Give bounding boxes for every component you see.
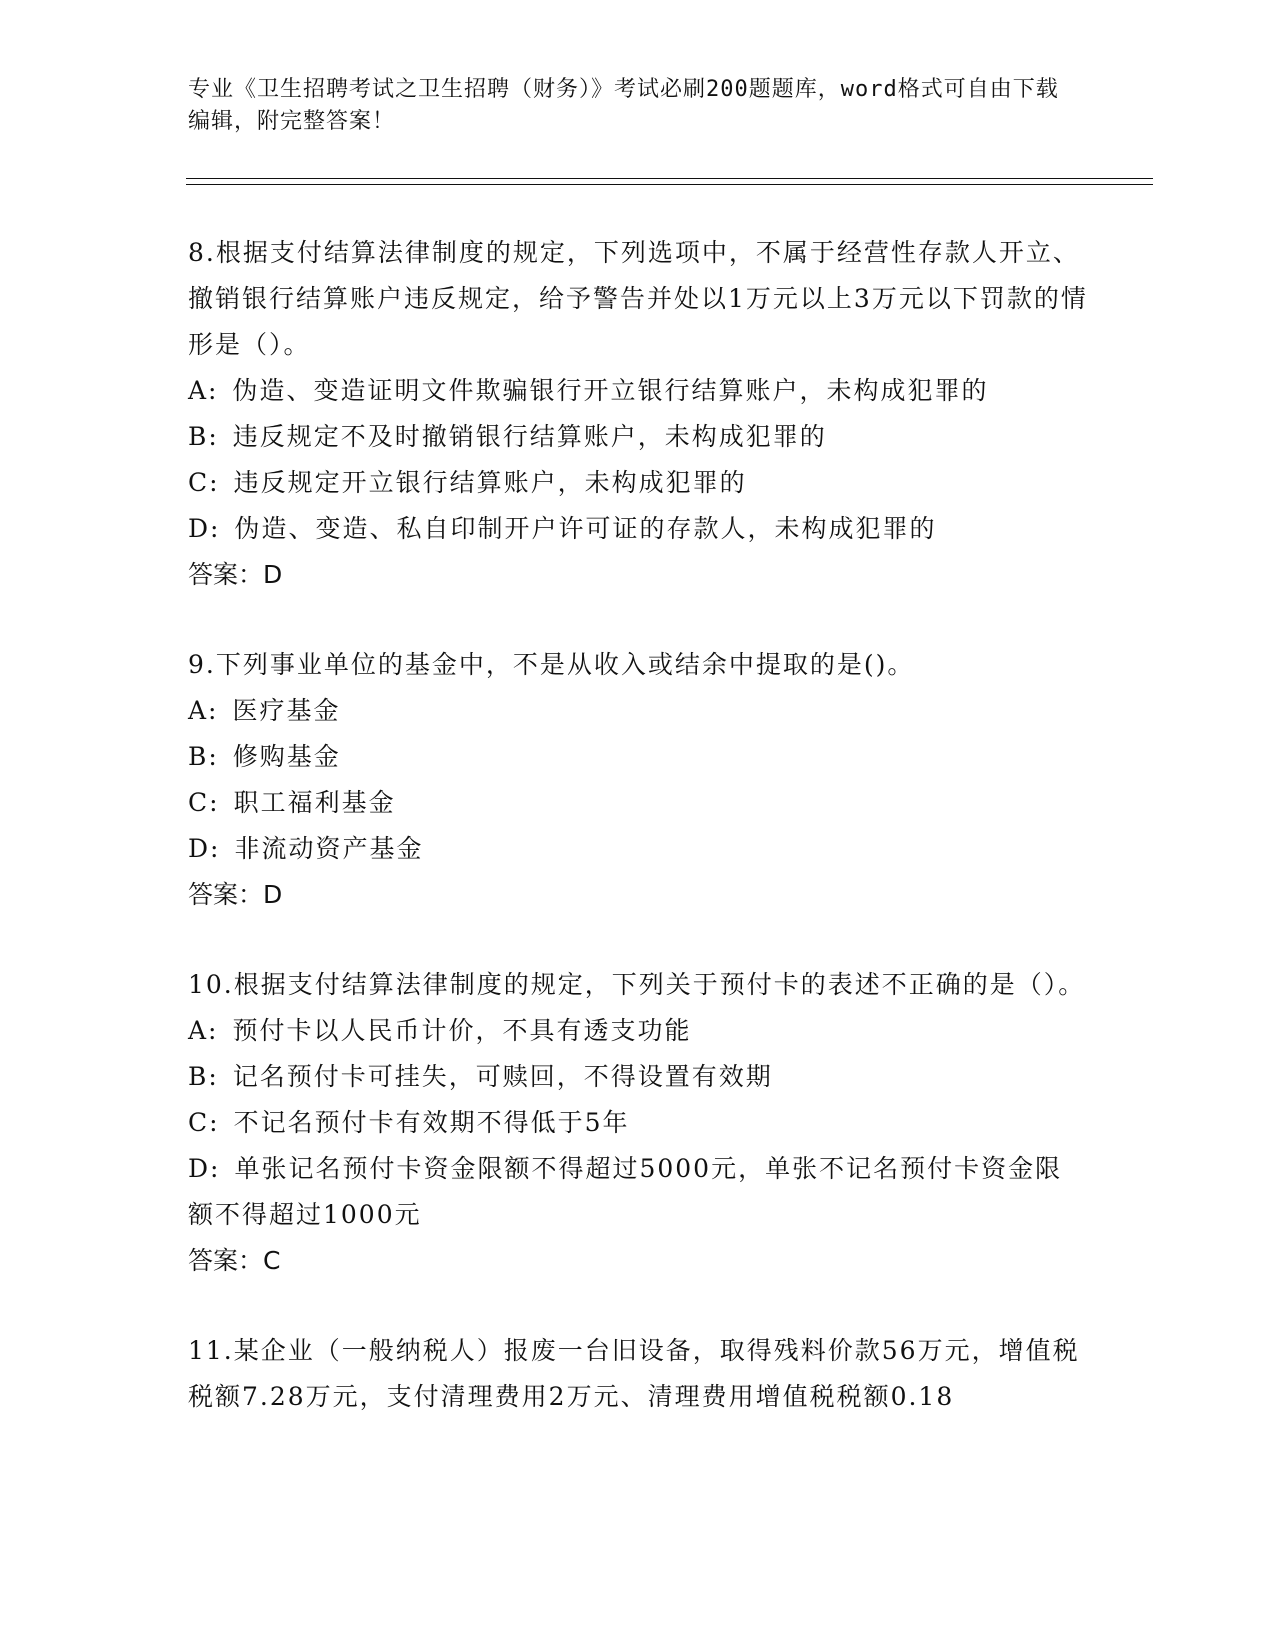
option-letter: D: [188, 834, 221, 863]
question-stem: 11.某企业（一般纳税人）报废一台旧设备，取得残料价款56万元，增值税税额7.28万元，支付清理费用2万元、清理费用增值税税额0.18 [188, 1336, 1080, 1411]
option-text: 非流动资产基金 [234, 834, 424, 863]
question-stem: 8.根据支付结算法律制度的规定，下列选项中，不属于经营性存款人开立、撤销银行结算账户违反规定，给予警告并处以1万元以上3万元以下罚款的情形是（）。 [188, 238, 1088, 359]
answer-line: 答案：D [188, 560, 283, 589]
spacer [188, 598, 1088, 642]
option-letter: C: [188, 788, 220, 817]
option-d [188, 506, 1088, 552]
spacer [188, 918, 1088, 962]
option-letter: C: [188, 468, 220, 497]
option-letter: B: [188, 1062, 219, 1091]
question-8 [188, 230, 1088, 598]
option-text: 预付卡以人民币计价，不具有透支功能 [232, 1016, 692, 1045]
question-10 [188, 962, 1088, 1284]
option-text: 伪造、变造证明文件欺骗银行开立银行结算账户，未构成犯罪的 [232, 376, 989, 405]
option-text: 单张记名预付卡资金限额不得超过5000元，单张不记名预付卡资金限额不得超过1000元 [188, 1154, 1063, 1229]
header-rule-top [186, 178, 1153, 179]
option-text: 违反规定开立银行结算账户，未构成犯罪的 [233, 468, 747, 497]
option-c [188, 460, 1088, 506]
option-letter: D: [188, 514, 221, 543]
question-11 [188, 1328, 1088, 1420]
option-letter: B: [188, 742, 219, 771]
option-a [188, 368, 1088, 414]
option-letter: D: [188, 1154, 221, 1183]
document-header: 专业《卫生招聘考试之卫生招聘（财务）》考试必刷200题题库，word格式可自由下载编辑，附完整答案！ [188, 77, 1059, 134]
option-d [188, 1146, 1088, 1238]
option-c [188, 780, 1088, 826]
answer-line: 答案：D [188, 880, 283, 909]
option-letter: A: [188, 696, 219, 725]
option-b [188, 1054, 1088, 1100]
header-rule-bottom [186, 184, 1153, 185]
option-text: 伪造、变造、私自印制开户许可证的存款人，未构成犯罪的 [234, 514, 937, 543]
option-text: 医疗基金 [232, 696, 341, 725]
option-a [188, 688, 1088, 734]
option-a [188, 1008, 1088, 1054]
option-text: 记名预付卡可挂失，可赎回，不得设置有效期 [232, 1062, 773, 1091]
question-stem: 10.根据支付结算法律制度的规定，下列关于预付卡的表述不正确的是（）。 [188, 970, 1086, 999]
option-letter: A: [188, 1016, 219, 1045]
option-text: 修购基金 [232, 742, 341, 771]
question-stem: 9.下列事业单位的基金中，不是从收入或结余中提取的是()。 [188, 650, 915, 679]
option-b [188, 734, 1088, 780]
option-letter: C: [188, 1108, 220, 1137]
option-letter: B: [188, 422, 219, 451]
question-9 [188, 642, 1088, 918]
option-b [188, 414, 1088, 460]
answer-line: 答案：C [188, 1246, 281, 1275]
option-letter: A: [188, 376, 219, 405]
option-text: 违反规定不及时撤销银行结算账户，未构成犯罪的 [232, 422, 827, 451]
question-list [188, 230, 1088, 1420]
option-d [188, 826, 1088, 872]
option-text: 不记名预付卡有效期不得低于5年 [233, 1108, 630, 1137]
option-text: 职工福利基金 [233, 788, 396, 817]
spacer [188, 1284, 1088, 1328]
option-c [188, 1100, 1088, 1146]
